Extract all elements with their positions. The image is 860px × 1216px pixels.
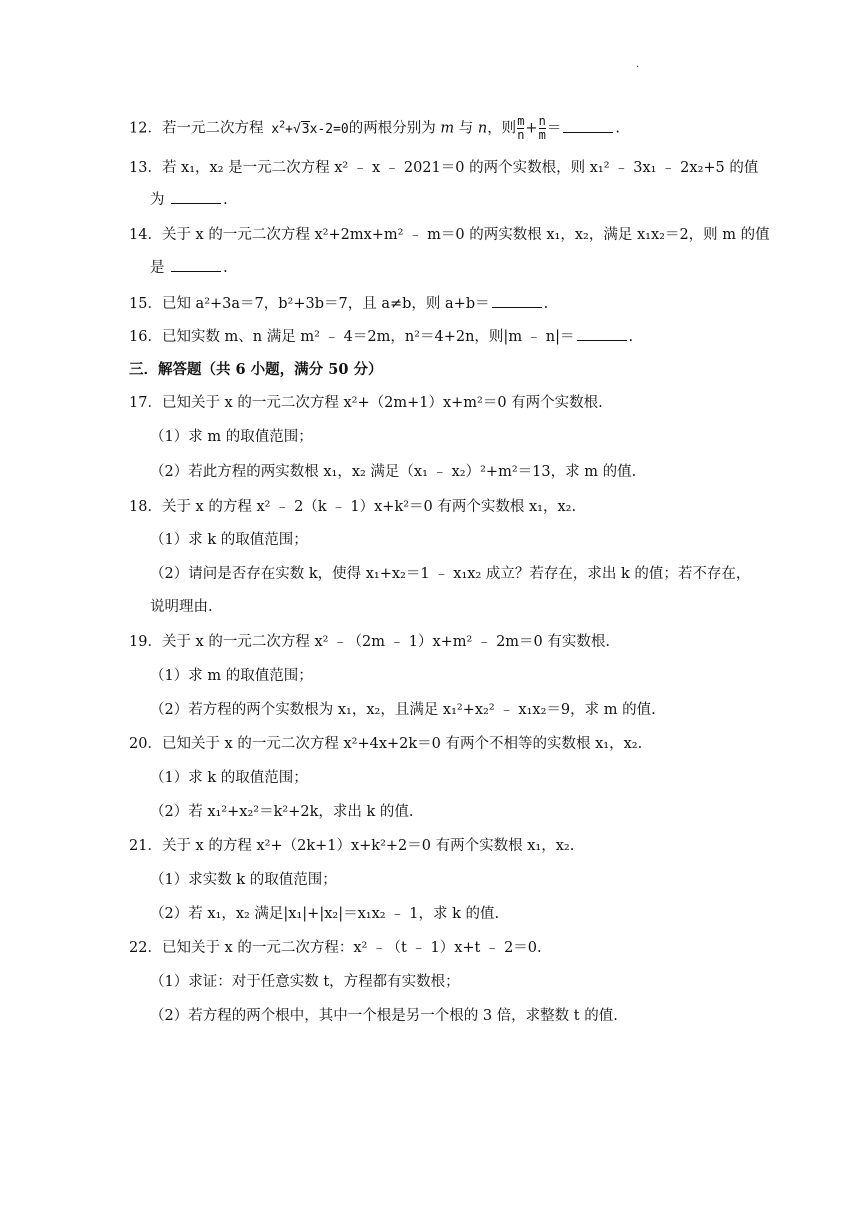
- question-18-part-2: （2）请问是否存在实数 k，使得 x₁+x₂＝1 ﹣ x₁x₂ 成立？若存在，求出 k 的值；若不存在，: [150, 566, 751, 582]
- answer-blank: [171, 259, 221, 272]
- question-20-stem: 20．已知关于 x 的一元二次方程 x²+4x+2k＝0 有两个不相等的实数根 x₁，x₂.: [129, 736, 643, 752]
- answer-blank: [577, 328, 627, 341]
- question-19-stem: 19．关于 x 的一元二次方程 x² ﹣（2m ﹣ 1）x+m² ﹣ 2m＝0 有实数根.: [129, 634, 610, 650]
- answer-blank: [563, 120, 613, 133]
- question-18-stem: 18．关于 x 的方程 x² ﹣ 2（k ﹣ 1）x+k²＝0 有两个实数根 x₁，x₂.: [129, 499, 577, 515]
- question-22-part-1: （1）求证：对于任意实数 t，方程都有实数根；: [150, 974, 460, 990]
- question-17-part-1: （1）求 m 的取值范围；: [150, 429, 313, 445]
- question-21-stem: 21．关于 x 的方程 x²+（2k+1）x+k²+2＝0 有两个实数根 x₁，x₂.: [129, 838, 575, 854]
- equation-x2-sqrt3: $x^2+√3x-2=0$: [263, 119, 349, 137]
- question-21-part-1: （1）求实数 k 的取值范围；: [150, 872, 337, 888]
- question-17-stem: 17．已知关于 x 的一元二次方程 x²+（2m+1）x+m²＝0 有两个实数根.: [129, 395, 603, 411]
- answer-blank: [492, 295, 542, 308]
- question-13-line-1: 13．若 x₁，x₂ 是一元二次方程 x² ﹣ x ﹣ 2021＝0 的两个实数根，则 x₁² ﹣ 3x₁ ﹣ 2x₂+5 的值: [129, 160, 759, 176]
- question-15: 15．已知 a²+3a＝7，b²+3b＝7，且 a≠b，则 a+b＝ .: [129, 296, 549, 312]
- corner-mark: ·: [636, 62, 640, 73]
- question-21-part-2: （2）若 x₁，x₂ 满足|x₁|+|x₂|＝x₁x₂ ﹣ 1，求 k 的值.: [150, 906, 500, 922]
- question-12: 12．若一元二次方程 $x^2+√3x-2=0$的两根分别为 m 与 n，则 $\frac{m}{n}$ + $\frac{n}{m}$ ＝ .: [129, 114, 620, 142]
- answer-blank: [171, 191, 221, 204]
- fraction-m-over-n: $\frac{m}{n}$: [517, 114, 525, 142]
- question-17-part-2: （2）若此方程的两实数根 x₁，x₂ 满足（x₁ ﹣ x₂）²+m²＝13，求 m 的值.: [150, 464, 637, 480]
- question-16: 16．已知实数 m、n 满足 m² ﹣ 4＝2m，n²＝4+2n，则|m ﹣ n|＝ .: [129, 329, 634, 345]
- question-22-part-2: （2）若方程的两个根中，其中一个根是另一个根的 3 倍，求整数 t 的值.: [150, 1008, 618, 1024]
- question-19-part-2: （2）若方程的两个实数根为 x₁，x₂，且满足 x₁²+x₂² ﹣ x₁x₂＝9，求 m 的值.: [150, 702, 656, 718]
- question-22-stem: 22．已知关于 x 的一元二次方程：x² ﹣（t ﹣ 1）x+t ﹣ 2＝0.: [129, 940, 542, 956]
- section-title: 三．解答题（共 6 小题，满分 50 分）: [129, 361, 383, 378]
- question-13-line-2: 为 .: [150, 192, 228, 208]
- question-20-part-1: （1）求 k 的取值范围；: [150, 770, 308, 786]
- question-14-line-1: 14．关于 x 的一元二次方程 x²+2mx+m² ﹣ m＝0 的两实数根 x₁，x₂，满足 x₁x₂＝2，则 m 的值: [129, 227, 770, 243]
- question-18-part-1: （1）求 k 的取值范围；: [150, 532, 308, 548]
- question-18-part-2-cont: 说明理由.: [150, 599, 213, 615]
- question-14-line-2: 是 .: [150, 260, 228, 276]
- question-20-part-2: （2）若 x₁²+x₂²＝k²+2k，求出 k 的值.: [150, 804, 414, 820]
- fraction-n-over-m: $\frac{n}{m}$: [538, 114, 546, 142]
- question-19-part-1: （1）求 m 的取值范围；: [150, 668, 313, 684]
